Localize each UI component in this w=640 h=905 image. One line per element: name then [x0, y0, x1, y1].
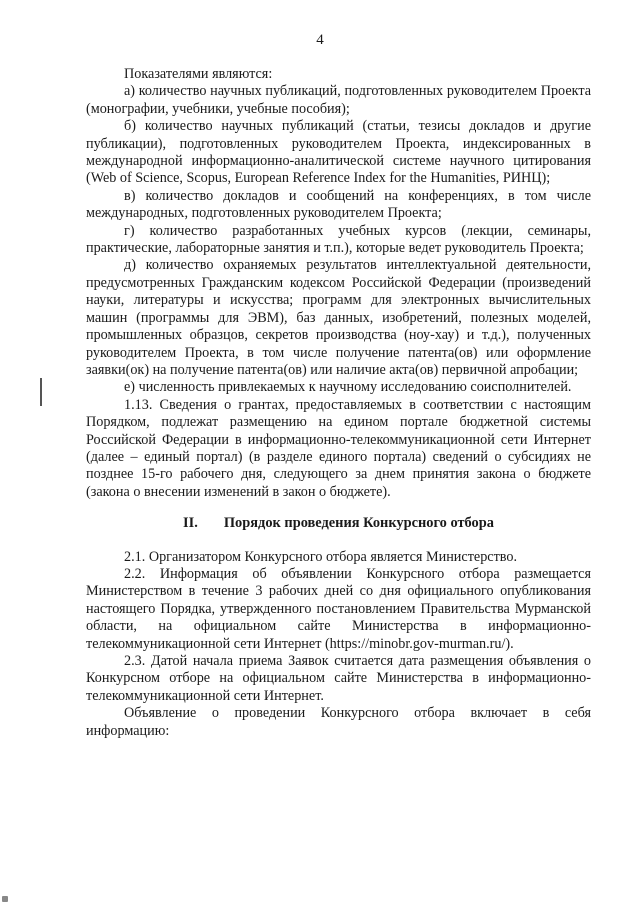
indicator-a: а) количество научных публикаций, подготовленных руководителем Проекта (монографии, учебники, учебные пособия); — [86, 83, 591, 117]
indicator-g: г) количество разработанных учебных курсов (лекции, семинары, практические, лабораторные занятия и т.п.), которые ведет руководитель Проекта; — [86, 222, 591, 257]
page-number: 4 — [316, 32, 324, 48]
margin-scan-mark — [40, 378, 42, 406]
clause-2-3: 2.3. Датой начала приема Заявок считается дата размещения объявления о Конкурсном отборе на официальном сайте Министерства в информационно-телекоммуникационной сети Интернет. — [86, 653, 591, 704]
indicator-d: д) количество охраняемых результатов интеллектуальной деятельности, предусмотренных Гражданским кодексом Российской Федерации (произведений науки, литературы и искусства; программ для электронных вычислительных машин (программы для ЭВМ), баз данных, изобретений, полезных моделей, промышленных образцов, секретов производства (ноу-хау) и т.д.), полученных руководителем Проекта, в том числе получение патента(ов) или оформление заявки(ок) на получение патента(ов) или наличие акта(ов) первичной апробации; — [86, 257, 591, 378]
indicator-v: в) количество докладов и сообщений на конференциях, в том числе международных, подготовленных руководителем Проекта; — [86, 187, 591, 222]
section-heading — [86, 515, 591, 532]
clause-2-1: 2.1. Организатором Конкурсного отбора является Министерство. — [124, 548, 518, 565]
corner-scan-mark — [2, 896, 8, 902]
indicator-b: б) количество научных публикаций (статьи, тезисы докладов и другие публикации), подготовленных руководителем Проекта, индексированных в международной информационно-аналитической системе научного цитирования (Web of Science, Scopus, European Reference Index for the Humanities, РИНЦ); — [86, 118, 591, 187]
announcement-contents: Объявление о проведении Конкурсного отбора включает в себя информацию: — [86, 705, 591, 739]
section-number: II. — [183, 515, 198, 532]
section-title: Порядок проведения Конкурсного отбора — [223, 515, 494, 532]
document-body — [86, 66, 591, 740]
indicators-intro: Показателями являются: — [124, 66, 273, 82]
clause-2-2: 2.2. Информация об объявлении Конкурсного отбора размещается Министерством в течение 3 рабочих дней со дня официального опубликования настоящего Порядка, утвержденного постановлением Правительства Мурманской области, на официальном сайте Министерства в информационно-телекоммуникационной сети Интернет (https://minobr.gov-murman.ru/). — [86, 565, 591, 652]
clause-1-13: 1.13. Сведения о грантах, предоставляемых в соответствии с настоящим Порядком, подлежат размещению на едином портале бюджетной системы Российской Федерации в информационно-телекоммуникационной сети Интернет (далее – единый портал) (в разделе единого портала) сведений о субсидиях не позднее 15-го рабочего дня, следующего за днем принятия закона о бюджете (закона о внесении изменений в закон о бюджете). — [86, 396, 591, 500]
indicator-e: е) численность привлекаемых к научному исследованию соисполнителей. — [124, 379, 572, 396]
